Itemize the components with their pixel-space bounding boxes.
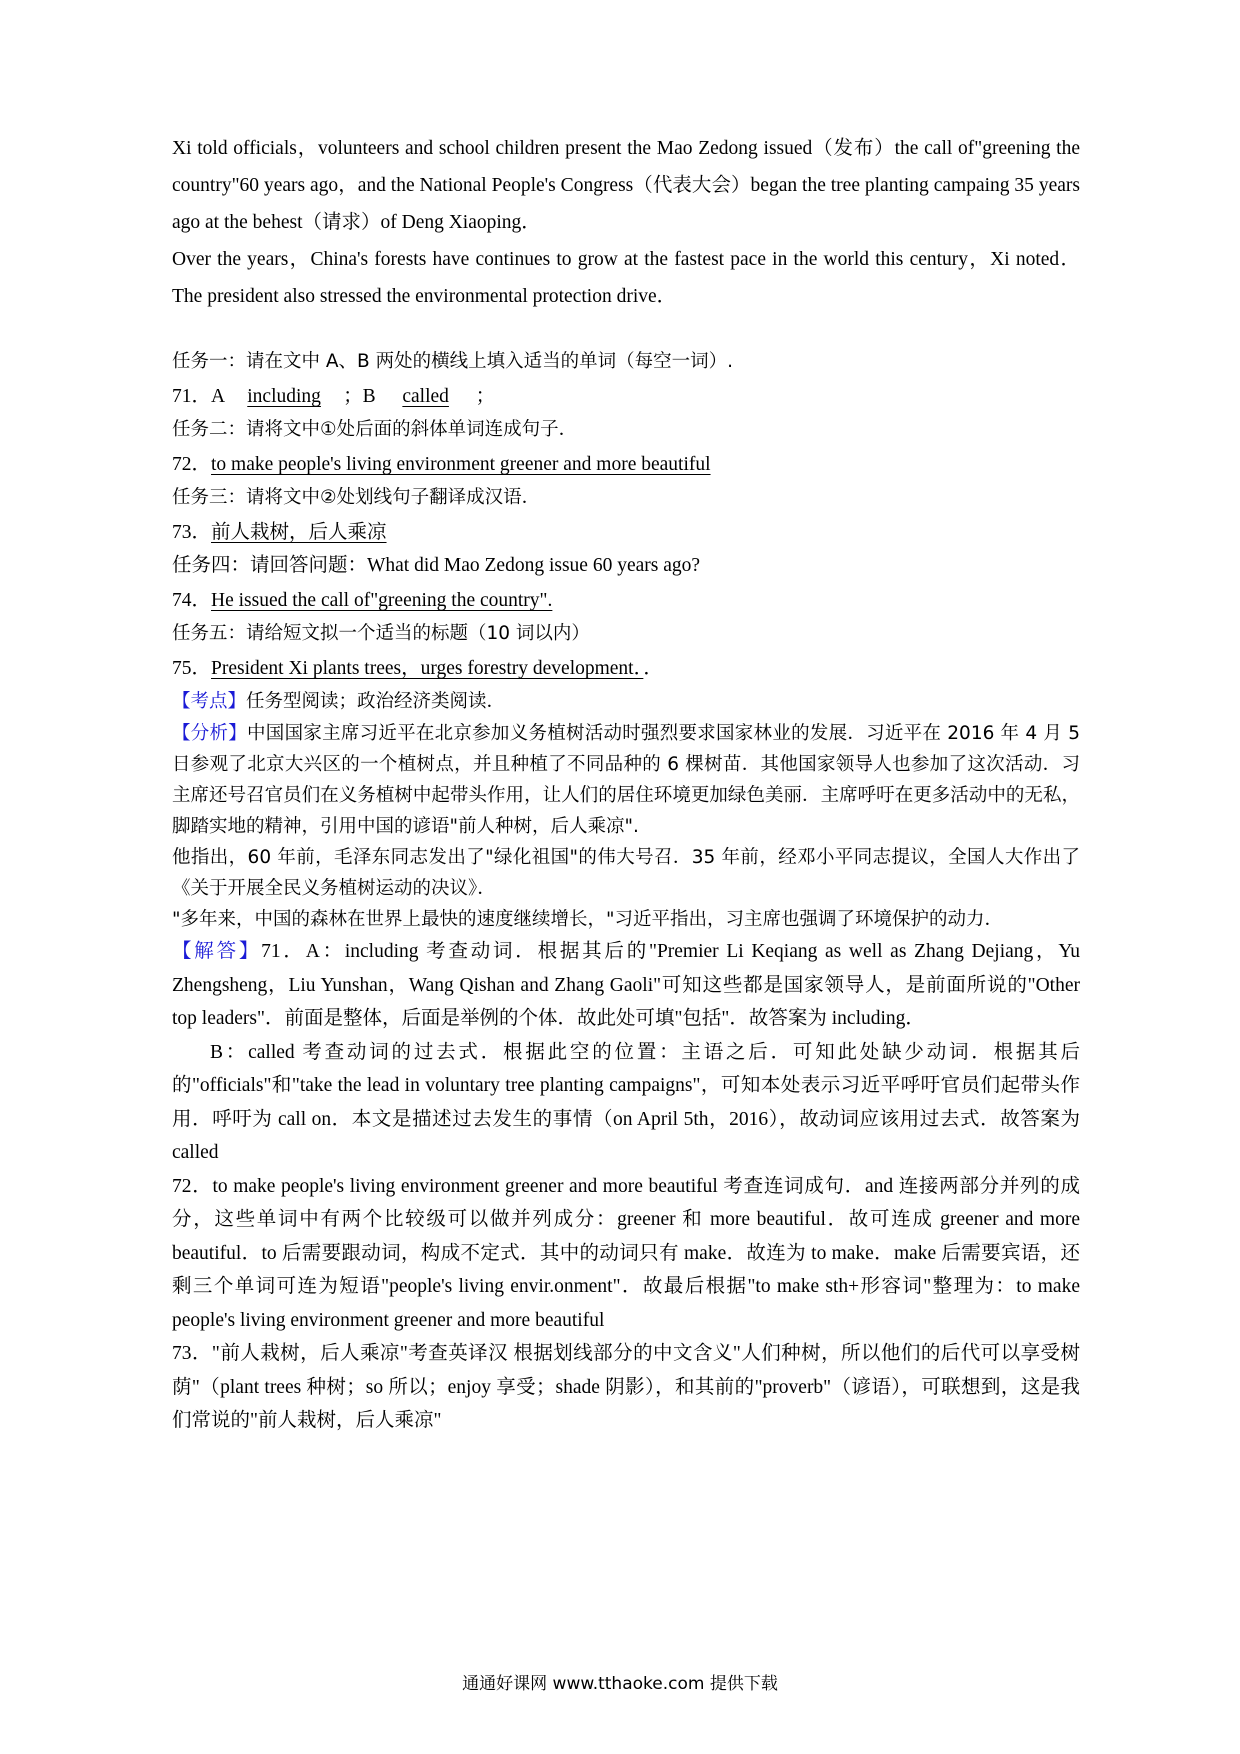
jieda-paragraph-1 [172,935,1080,1036]
task-2-answer-line [172,448,1080,481]
fenxi-paragraph-1 [172,718,1080,842]
jieda-text-1: 71．A：including 考查动词．根据其后的"Premier Li Keqiang as well as Zhang Dejiang，Yu Zhengsheng，Liu Yunshan，Wang Qishan and Zhang Gaoli"可知这些都是国家领导人，是前面所说的"Other top leaders"．前面是整体，后面是举例的个体．故此处可填"包括"．故答案为 including． [172,941,1080,1029]
task-4-prompt: 任务四：请回答问题：What did Mao Zedong issue 60 years ago? [172,555,701,576]
fenxi-tag: 【分析】 [172,723,248,744]
task-3-answer: 前人栽树，后人乘凉 [211,522,387,543]
task-1-number: 71． [172,386,212,407]
task-3-answer-line [172,516,1080,549]
passage-paragraph-1: Xi told officials，volunteers and school children present the Mao Zedong issued（发布）the call of"greening the country"60 years ago，and the National People's Congress（代表大会）began the tree planting campaing 35 years ago at the behest（请求）of Deng Xiaoping． [172,138,1080,233]
jieda-paragraph-4: 73．"前人栽树，后人乘凉"考查英译汉 根据划线部分的中文含义"人们种树，所以他们的后代可以享受树荫"（plant trees 种树；so 所以；enjoy 享受；shade 阴影），和其前的"proverb"（谚语），可联想到，这是我们常说的"前人栽树，后人乘凉" [172,1343,1080,1431]
task-5-trail: ． [643,658,663,679]
task-1-answer-line [172,380,1080,413]
jieda-tag: 【解答】 [172,941,262,962]
task-2-number: 72． [172,454,212,475]
fenxi-text-1: 中国国家主席习近平在北京参加义务植树活动时强烈要求国家林业的发展．习近平在 2016 年 4 月 5 日参观了北京大兴区的一个植树点，并且种植了不同品种的 6 棵树苗．其他国家领导人也参加了这次活动．习主席还号召官员们在义务植树中起带头作用，让人们的居住环境更加绿色美丽．主席呼吁在更多活动中的无私，脚踏实地的精神，引用中国的谚语"前人种树，后人乘凉". [172,723,1080,837]
task-4-number: 74． [172,590,212,611]
task-1-label-b: B [362,386,376,407]
task-1-answer-b: called [402,386,449,407]
passage-paragraph-2: Over the years，China's forests have continues to grow at the fastest pace in the world this century，Xi noted．The president also stressed the environmental protection drive． [172,249,1080,307]
task-1-answer-a: including [247,386,321,407]
jieda-paragraph-2: B：called 考查动词的过去式．根据此空的位置：主语之后．可知此处缺少动词．根据其后的"officials"和"take the lead in voluntary tree planting campaigns"，可知本处表示习近平呼吁官员们起带头作用．呼吁为 call on．本文是描述过去发生的事情（on April 5th，2016），故动词应该用过去式．故答案为 called [172,1041,1080,1163]
task-5-answer-line [172,652,1080,685]
task-5-prompt: 任务五：请给短文拟一个适当的标题（10 词以内） [172,623,590,644]
task-3-prompt: 任务三：请将文中②处划线句子翻译成汉语． [172,487,541,508]
task-5-number: 75． [172,658,212,679]
fenxi-paragraph-3: "多年来，中国的森林在世界上最快的速度继续增长，"习近平指出，习主席也强调了环境保护的动力． [172,909,1004,930]
task-1-label-a: A [211,386,226,407]
task-3-number: 73． [172,522,212,543]
jieda-paragraph-3: 72．to make people's living environment greener and more beautiful 考查连词成句．and 连接两部分并列的成分，这些单词中有两个比较级可以做并列成分：greener 和 more beautiful．故可连成 greener and more beautiful．to 后需要跟动词，构成不定式．其中的动词只有 make．故连为 to make．make 后需要宾语，还剩三个单词可连为短语"people's living envir.onment"．故最后根据"to make sth+形容词"整理为：to make people's living environment greener and more beautiful [172,1175,1080,1331]
task-1-prompt: 任务一：请在文中 A、B 两处的横线上填入适当的单词（每空一词）. [172,351,733,372]
page-footer: 通通好课网 www.tthaoke.com 提供下载 [462,1674,778,1694]
fenxi-paragraph-2: 他指出，60 年前，毛泽东同志发出了"绿化祖国"的伟大号召．35 年前，经邓小平同志提议，全国人大作出了《关于开展全民义务植树运动的决议》． [172,847,1080,899]
task-1-separator: ； [343,386,363,407]
kaodian-line [172,685,1080,718]
task-2-prompt: 任务二：请将文中①处后面的斜体单词连成句子． [172,419,578,440]
task-5-answer: President Xi plants trees，urges forestry development． [211,658,644,679]
task-2-answer: to make people's living environment greener and more beautiful [211,454,711,475]
task-4-answer-line [172,584,1080,617]
task-4-answer: He issued the call of"greening the country". [211,590,553,611]
kaodian-tag: 【考点】 [172,691,247,712]
kaodian-text: 任务型阅读；政治经济类阅读． [246,691,506,712]
task-1-trail: ； [475,386,496,407]
